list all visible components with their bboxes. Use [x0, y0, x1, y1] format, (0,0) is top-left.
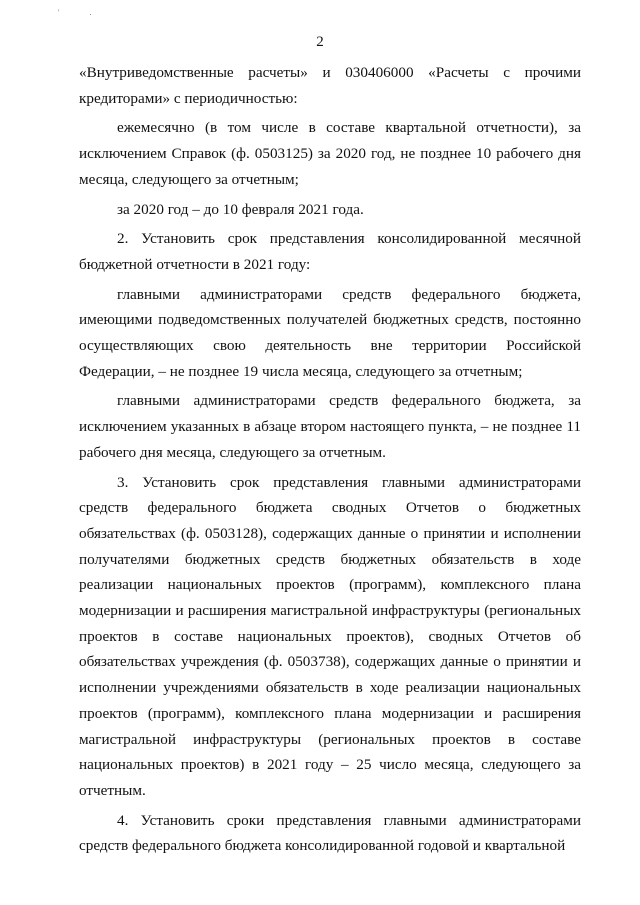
scan-marks: ' .	[58, 8, 106, 17]
paragraph-5: главными администраторами средств федерального бюджета, имеющими подведомственных получателей бюджетных средств, постоянно осуществляющих свою деятельность вне территории Российской Федерации, – не позднее 19 числа месяца, следующего за отчетным;	[79, 285, 581, 380]
paragraph-8: 4. Установить сроки представления главными администраторами средств федерального бюджета консолидированной годовой и квартальной	[79, 811, 581, 855]
paragraph-3: за 2020 год – до 10 февраля 2021 года.	[117, 200, 364, 218]
paragraph-6: главными администраторами средств федерального бюджета, за исключением указанных в абзаце втором настоящего пункта, – не позднее 11 рабочего дня месяца, следующего за отчетным.	[79, 392, 581, 461]
paragraph-2: ежемесячно (в том числе в составе квартальной отчетности), за исключением Справок (ф. 0503125) за 2020 год, не позднее 10 рабочего дня месяца, следующего за отчетным;	[79, 119, 581, 188]
page-number: 2	[316, 34, 324, 50]
paragraph-4: 2. Установить срок представления консолидированной месячной бюджетной отчетности в 2021 году:	[79, 230, 581, 273]
paragraph-1: «Внутриведомственные расчеты» и 030406000 «Расчеты с прочими кредиторами» с периодичностью:	[79, 64, 581, 107]
document-body	[79, 60, 581, 863]
paragraph-7: 3. Установить срок представления главными администраторами средств федерального бюджета сводных Отчетов о бюджетных обязательствах (ф. 0503128), содержащих данные о принятии и исполнении получателями бюджетных средств бюджетных обязательств в ходе реализации национальных проектов (программ), комплексного плана модернизации и расширения магистральной инфраструктуры (региональных проектов в составе национальных проектов), сводных Отчетов об обязательствах учреждения (ф. 0503738), содержащих данные о принятии и исполнении учреждениями обязательств в ходе реализации национальных проектов (программ), комплексного плана модернизации и расширения магистральной инфраструктуры (региональных проектов в составе национальных проектов) в 2021 году – 25 число месяца, следующего за отчетным.	[79, 473, 581, 799]
